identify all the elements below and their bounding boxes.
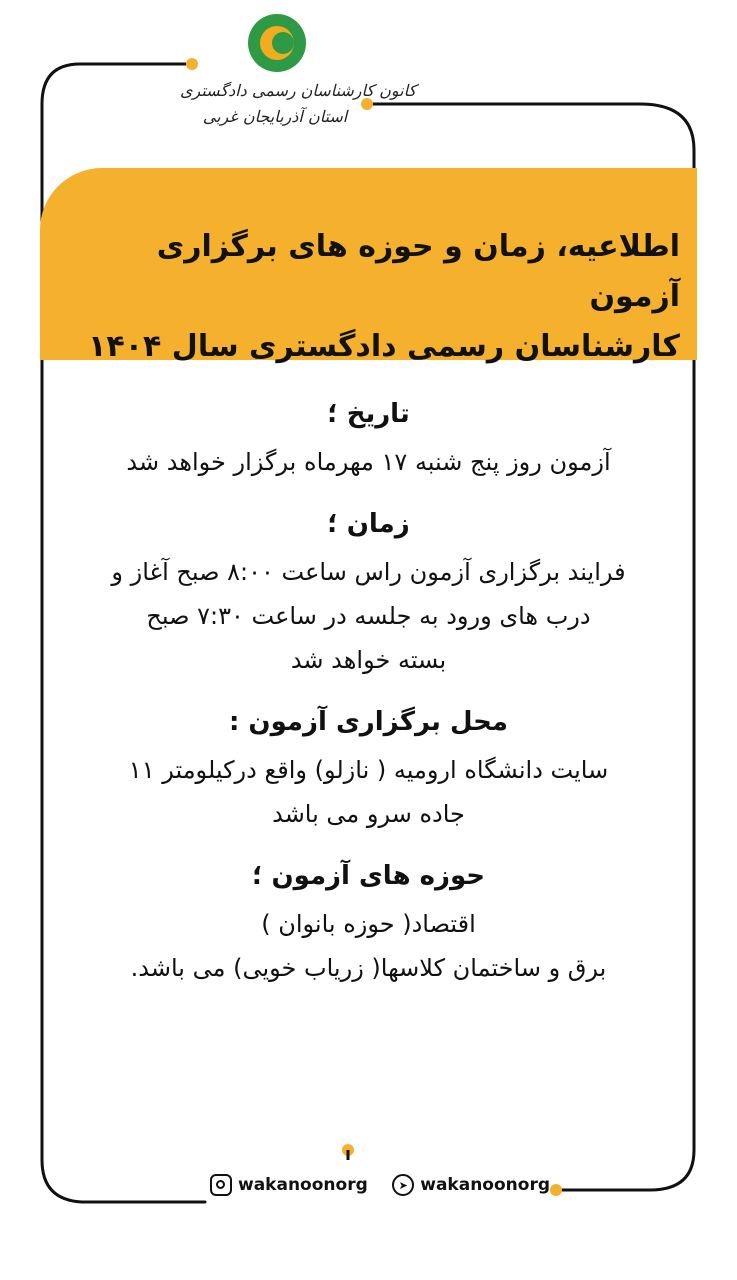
instagram-icon	[210, 1174, 232, 1196]
telegram-icon: ➤	[392, 1174, 414, 1196]
date-heading: تاریخ ؛	[327, 399, 410, 429]
org-name-line2: استان آذربایجان غربی	[202, 107, 348, 126]
instagram-handle: wakanoonorg	[238, 1175, 368, 1195]
telegram-link[interactable]	[392, 1174, 550, 1196]
title-line2: کارشناسان رسمی دادگستری سال ۱۴۰۴	[88, 329, 680, 364]
social-links	[210, 1168, 550, 1202]
instagram-link[interactable]	[210, 1174, 368, 1196]
announcement-title	[60, 222, 680, 372]
areas-text-line1: اقتصاد( حوزه بانوان )	[261, 910, 476, 938]
time-text-line3: بسته خواهد شد	[290, 646, 447, 674]
time-text-line2: درب های ورود به جلسه در ساعت ۷:۳۰ صبح	[146, 602, 591, 630]
location-text-line1: سایت دانشگاه ارومیه ( نازلو) واقع درکیلومتر ۱۱	[128, 756, 609, 784]
time-text-line1: فرایند برگزاری آزمون راس ساعت ۸:۰۰ صبح آغاز و	[111, 558, 626, 586]
title-line1: اطلاعیه، زمان و حوزه های برگزاری آزمون	[156, 229, 680, 314]
announcement-body	[60, 388, 677, 990]
areas-text-line2: برق و ساختمان کلاسها( زریاب خویی) می باشد.	[130, 954, 607, 982]
date-text: آزمون روز پنج شنبه ۱۷ مهرماه برگزار خواهد شد	[126, 448, 611, 476]
kanoon-logo-icon	[248, 14, 306, 72]
telegram-handle: wakanoonorg	[420, 1175, 550, 1195]
location-heading: محل برگزاری آزمون :	[228, 707, 508, 737]
time-heading: زمان ؛	[327, 509, 410, 539]
location-text-line2: جاده سرو می باشد	[272, 800, 465, 828]
org-name-line1: کانون کارشناسان رسمی دادگستری	[180, 81, 417, 100]
areas-heading: حوزه های آزمون ؛	[252, 861, 485, 891]
organization-name	[180, 78, 417, 130]
